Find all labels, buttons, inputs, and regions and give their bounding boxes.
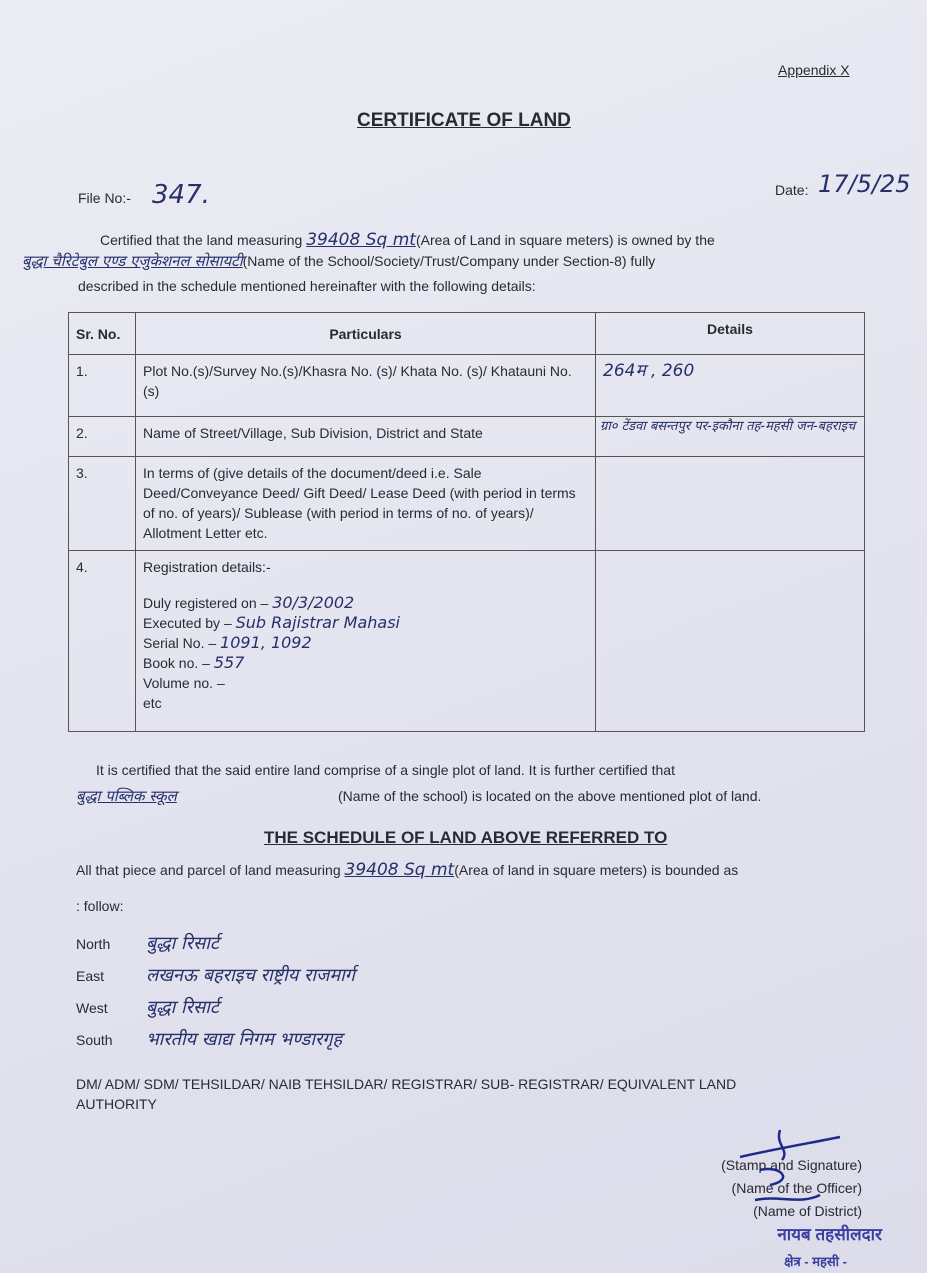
date-value: 17/5/25 (818, 170, 911, 198)
school-name-value: बुद्धा पब्लिक स्कूल (76, 787, 177, 805)
boundary-label: East (76, 968, 105, 984)
book-label: Book no. – (143, 655, 210, 671)
sr-no: 4. (69, 551, 136, 732)
header-sr-no: Sr. No. (69, 313, 136, 355)
executed-label: Executed by – (143, 615, 232, 631)
land-details-table (68, 312, 865, 732)
etc-label: etc (143, 695, 162, 711)
para1-suffix: (Area of Land in square meters) is owned by the (415, 232, 715, 248)
schedule-prefix: All that piece and parcel of land measuring (76, 862, 341, 878)
schedule-title: THE SCHEDULE OF LAND ABOVE REFERRED TO (264, 828, 668, 847)
para2-line1: It is certified that the said entire land comprise of a single plot of land. It is further certified that (96, 762, 675, 778)
owner-suffix: (Name of the School/Society/Trust/Company under Section-8) fully (242, 253, 656, 269)
land-area-value: 39408 Sq mt (306, 230, 416, 250)
appendix-label: Appendix X (778, 62, 850, 78)
boundary-east (76, 960, 355, 992)
serial-value: 1091, 1092 (220, 633, 312, 652)
para1-line3: described in the schedule mentioned hereinafter with the following details: (78, 278, 536, 294)
follow-label: : follow: (76, 898, 124, 914)
table-row (69, 417, 865, 457)
particulars (136, 551, 596, 732)
registration-heading: Registration details:- (143, 559, 271, 575)
details: 264म , 260 (596, 355, 865, 417)
page-title: CERTIFICATE OF LAND (357, 110, 571, 131)
schedule-area-value: 39408 Sq mt (344, 860, 455, 880)
details (596, 551, 865, 732)
executed-value: Sub Rajistrar Mahasi (235, 613, 400, 632)
details: ग्रा० टेंडवा बसन्तपुर पर-इकौना तह-महसी जन-बहराइच (596, 417, 865, 457)
sr-no: 2. (69, 417, 136, 457)
district-name-label: (Name of District) (753, 1203, 862, 1219)
boundary-north (76, 928, 355, 960)
boundary-label: North (76, 936, 111, 952)
boundary-south (76, 1024, 355, 1056)
date-label: Date: (775, 182, 809, 198)
para2-line2: (Name of the school) is located on the above mentioned plot of land. (338, 788, 762, 804)
boundary-value: भारतीय खाद्य निगम भण्डारगृह (146, 1029, 343, 1050)
header-particulars: Particulars (136, 313, 596, 355)
sr-no: 3. (69, 457, 136, 551)
table-row (69, 355, 865, 417)
table-row (69, 457, 865, 551)
official-stamp-line2: क्षेत्र - महसी - (784, 1254, 847, 1269)
particulars: In terms of (give details of the document/deed i.e. Sale Deed/Conveyance Deed/ Gift Deed/ Lease Deed (with period in terms of no. of years)/ Sublease (with period in terms of no. of years)/ Allotment Letter etc. (136, 457, 596, 551)
official-stamp-line1: नायब तहसीलदार (777, 1225, 882, 1244)
authority-text: DM/ ADM/ SDM/ TEHSILDAR/ NAIB TEHSILDAR/ REGISTRAR/ SUB- REGISTRAR/ EQUIVALENT LAND AUTHORITY (76, 1076, 737, 1112)
boundary-value: बुद्धा रिसार्ट (146, 997, 219, 1018)
book-value: 557 (213, 653, 245, 672)
particulars: Plot No.(s)/Survey No.(s)/Khasra No. (s)/ Khata No. (s)/ Khatauni No. (s) (136, 355, 596, 417)
details (596, 457, 865, 551)
para1-prefix: Certified that the land measuring (100, 232, 303, 248)
owner-name-value: बुद्धा चैरिटेबुल एण्ड एजुकेशनल सोसायटी (22, 252, 243, 270)
file-no-label: File No:- (78, 190, 131, 206)
sr-no: 1. (69, 355, 136, 417)
boundary-value: बुद्धा रिसार्ट (146, 933, 219, 954)
officer-name-label: (Name of the Officer) (731, 1180, 862, 1196)
boundaries-list (76, 928, 355, 1056)
boundary-label: West (76, 1000, 108, 1016)
boundary-west (76, 992, 355, 1024)
registered-value: 30/3/2002 (272, 593, 355, 612)
table-row (69, 551, 865, 732)
boundary-label: South (76, 1032, 113, 1048)
particulars: Name of Street/Village, Sub Division, District and State (136, 417, 596, 457)
signature-scribble (700, 1125, 850, 1215)
header-details: Details (596, 313, 865, 355)
boundary-value: लखनऊ बहराइच राष्ट्रीय राजमार्ग (146, 965, 355, 986)
registered-label: Duly registered on – (143, 595, 269, 611)
volume-label: Volume no. – (143, 675, 225, 691)
file-no-value: 347. (152, 180, 210, 210)
stamp-signature-label: (Stamp and Signature) (721, 1157, 862, 1173)
serial-label: Serial No. – (143, 635, 217, 651)
schedule-suffix: (Area of land in square meters) is bounded as (454, 862, 739, 878)
